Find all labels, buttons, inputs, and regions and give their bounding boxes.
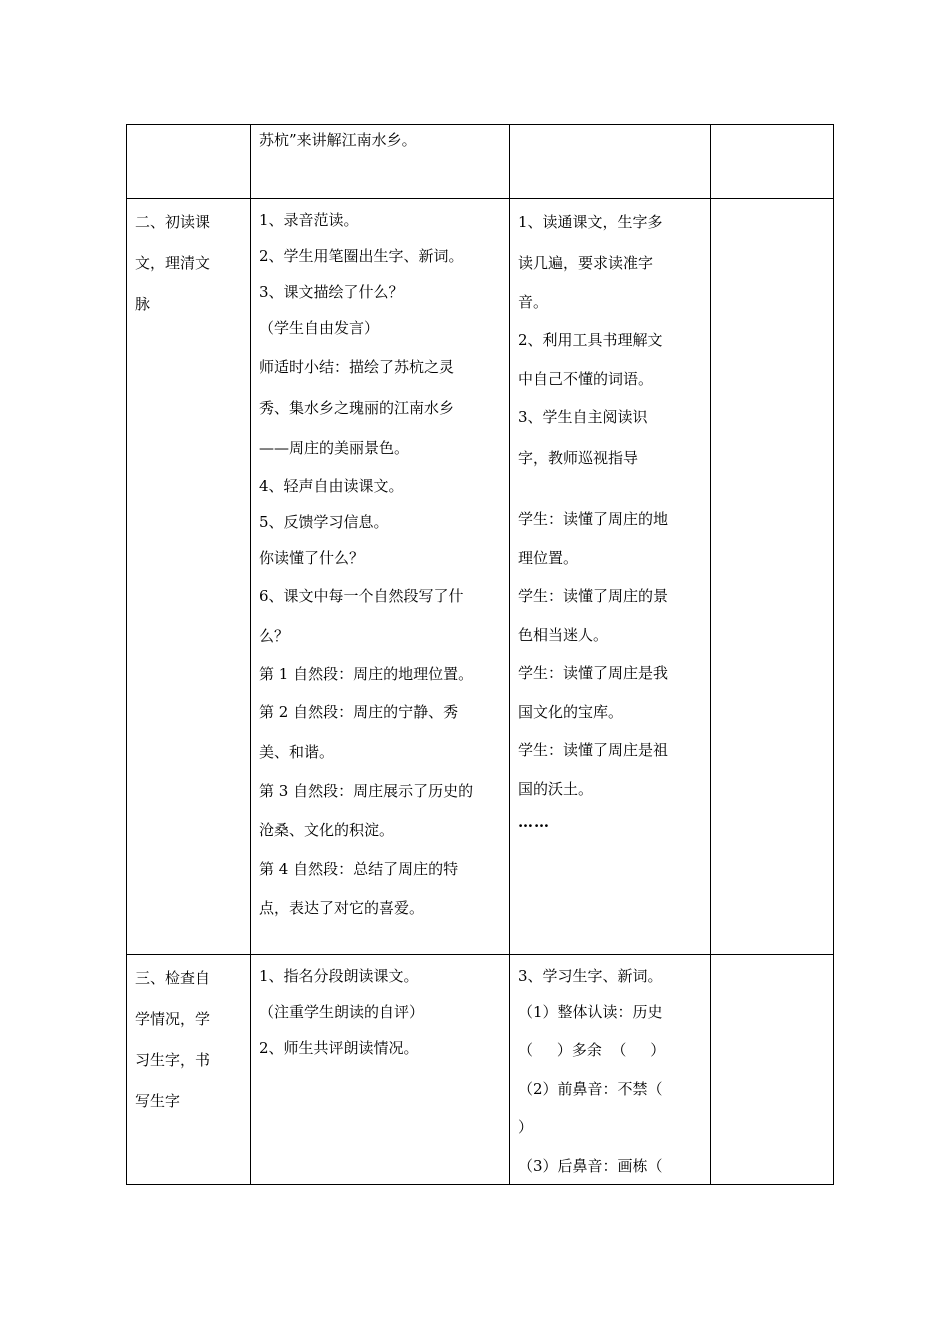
text-line: 习生字，书: [135, 1051, 211, 1069]
text-line: 苏杭”来讲解江南水乡。: [259, 131, 417, 149]
text-line: 学生：读懂了周庄的景: [518, 587, 669, 605]
text-line: 3、学生自主阅读识: [518, 408, 648, 426]
teacher-activity-cell: [251, 199, 510, 955]
table-row: [127, 955, 834, 1185]
stage-cell: [127, 125, 251, 199]
text-line: 中自己不懂的词语。: [518, 370, 654, 388]
text-line: 第 4 自然段：总结了周庄的特: [259, 860, 459, 878]
stage-cell: [127, 199, 251, 955]
student-activity-cell: [510, 955, 711, 1185]
text-line: 1、录音范读。: [259, 211, 359, 229]
text-line: 4、轻声自由读课文。: [259, 477, 404, 495]
text-line: 秀、集水乡之瑰丽的江南水乡: [259, 399, 455, 417]
notes-cell: [711, 955, 834, 1185]
text-line: 6、课文中每一个自然段写了什: [259, 587, 464, 605]
text-line: 1、指名分段朗读课文。: [259, 967, 419, 985]
text-line: 学情况，学: [135, 1010, 211, 1028]
text-line: （注重学生朗读的自评）: [259, 1003, 425, 1021]
text-line: 三、检查自: [135, 969, 211, 987]
student-activity-cell: [510, 125, 711, 199]
text-line: 点，表达了对它的喜爱。: [259, 899, 425, 917]
text-line: 第 2 自然段：周庄的宁静、秀: [259, 703, 459, 721]
text-line: ——周庄的美丽景色。: [259, 439, 410, 457]
notes-cell: [711, 199, 834, 955]
table-row: [127, 125, 834, 199]
text-line: （学生自由发言）: [259, 319, 380, 337]
table-row: [127, 199, 834, 955]
text-line: 师适时小结：描绘了苏杭之灵: [259, 358, 455, 376]
text-line: 美、和谐。: [259, 743, 335, 761]
text-line: 5、反馈学习信息。: [259, 513, 389, 531]
text-line: 字，教师巡视指导: [518, 449, 639, 467]
text-line: 3、学习生字、新词。: [518, 967, 663, 985]
text-line: 学生：读懂了周庄是我: [518, 664, 669, 682]
text-line: 么？: [259, 627, 290, 645]
text-line: 理位置。: [518, 549, 579, 567]
text-line: 音。: [518, 293, 549, 311]
text-line: 读几遍，要求读准字: [518, 254, 654, 272]
text-line: 二、初读课: [135, 213, 211, 231]
text-line: （3）后鼻音：画栋（: [518, 1157, 663, 1175]
teacher-activity-cell: [251, 125, 510, 199]
text-line: 国的沃土。: [518, 780, 594, 798]
text-line: 国文化的宝库。: [518, 703, 624, 721]
text-line: 第 1 自然段：周庄的地理位置。: [259, 665, 474, 683]
stage-cell: [127, 955, 251, 1185]
student-activity-cell: [510, 199, 711, 955]
text-line: 2、师生共评朗读情况。: [259, 1039, 419, 1057]
text-line: 脉: [135, 295, 151, 313]
text-line: 色相当迷人。: [518, 626, 609, 644]
text-line: ）: [518, 1118, 534, 1136]
text-line: （1）整体认读：历史: [518, 1003, 663, 1021]
teacher-activity-cell: [251, 955, 510, 1185]
text-line: 沧桑、文化的积淀。: [259, 821, 395, 839]
text-line: （2）前鼻音：不禁（: [518, 1080, 663, 1098]
text-line: 2、学生用笔圈出生字、新词。: [259, 247, 464, 265]
text-line: 学生：读懂了周庄的地: [518, 510, 669, 528]
text-line: 第 3 自然段：周庄展示了历史的: [259, 782, 474, 800]
text-line: 1、读通课文，生字多: [518, 213, 663, 231]
text-line: 文，理清文: [135, 254, 211, 272]
lesson-plan-table: [126, 124, 834, 1185]
text-line: 3、课文描绘了什么？: [259, 283, 404, 301]
notes-cell: [711, 125, 834, 199]
text-line: 你读懂了什么？: [259, 549, 365, 567]
text-line: 写生字: [135, 1092, 181, 1110]
text-line: 学生：读懂了周庄是祖: [518, 741, 669, 759]
text-line: （ ）多余 （ ）: [518, 1041, 666, 1059]
ellipsis-text: ……: [518, 813, 550, 831]
text-line: 2、利用工具书理解文: [518, 331, 663, 349]
